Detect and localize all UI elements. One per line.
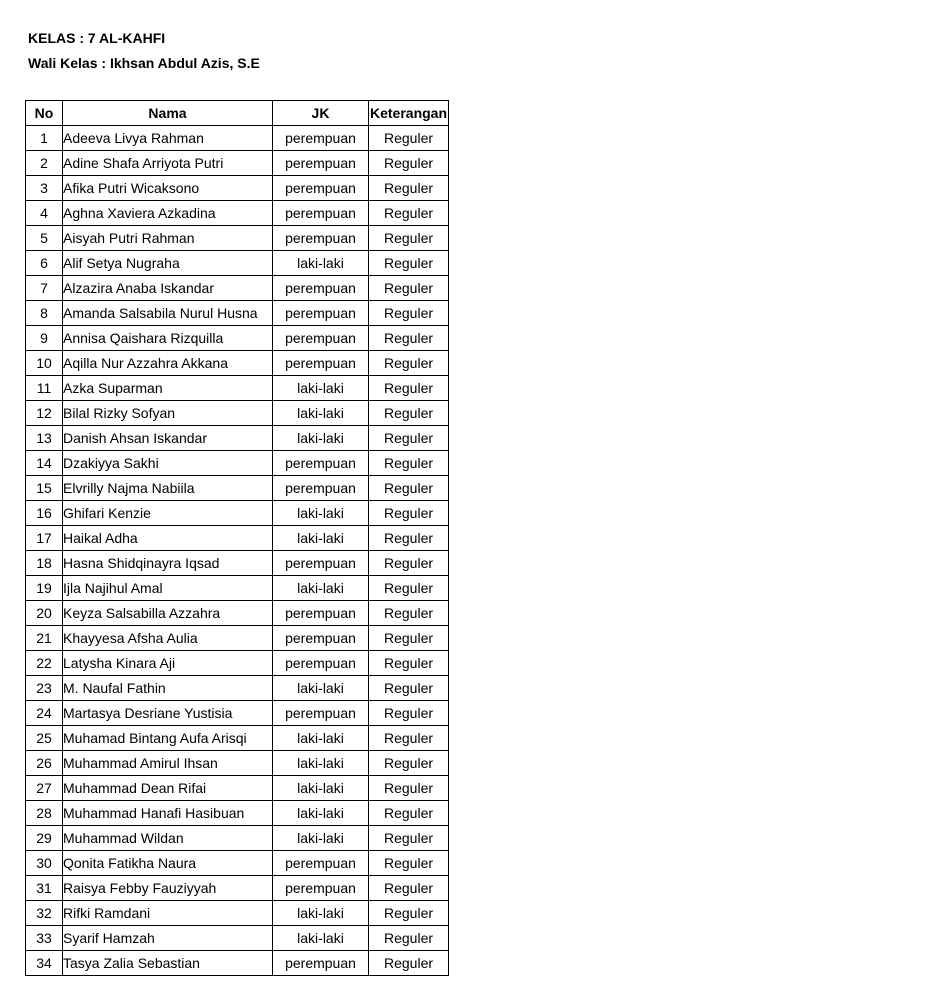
row-number: 15 bbox=[26, 476, 63, 501]
row-number: 3 bbox=[26, 176, 63, 201]
student-name: Rifki Ramdani bbox=[63, 901, 273, 926]
row-number: 9 bbox=[26, 326, 63, 351]
student-status: Reguler bbox=[369, 926, 449, 951]
student-name: M. Naufal Fathin bbox=[63, 676, 273, 701]
student-name: Alzazira Anaba Iskandar bbox=[63, 276, 273, 301]
table-row bbox=[26, 251, 449, 276]
student-name: Bilal Rizky Sofyan bbox=[63, 401, 273, 426]
table-row bbox=[26, 576, 449, 601]
student-name: Haikal Adha bbox=[63, 526, 273, 551]
student-name: Afika Putri Wicaksono bbox=[63, 176, 273, 201]
table-row bbox=[26, 876, 449, 901]
student-name: Adine Shafa Arriyota Putri bbox=[63, 151, 273, 176]
student-name: Amanda Salsabila Nurul Husna bbox=[63, 301, 273, 326]
student-gender: perempuan bbox=[273, 476, 369, 501]
table-body bbox=[26, 126, 449, 976]
student-name: Ijla Najihul Amal bbox=[63, 576, 273, 601]
student-status: Reguler bbox=[369, 876, 449, 901]
row-number: 32 bbox=[26, 901, 63, 926]
student-status: Reguler bbox=[369, 776, 449, 801]
row-number: 33 bbox=[26, 926, 63, 951]
row-number: 22 bbox=[26, 651, 63, 676]
table-row bbox=[26, 626, 449, 651]
student-gender: laki-laki bbox=[273, 376, 369, 401]
student-gender: laki-laki bbox=[273, 801, 369, 826]
table-row bbox=[26, 301, 449, 326]
row-number: 31 bbox=[26, 876, 63, 901]
student-name: Muhammad Dean Rifai bbox=[63, 776, 273, 801]
student-name: Danish Ahsan Iskandar bbox=[63, 426, 273, 451]
student-status: Reguler bbox=[369, 426, 449, 451]
student-name: Latysha Kinara Aji bbox=[63, 651, 273, 676]
row-number: 29 bbox=[26, 826, 63, 851]
student-name: Elvrilly Najma Nabiila bbox=[63, 476, 273, 501]
student-status: Reguler bbox=[369, 676, 449, 701]
student-status: Reguler bbox=[369, 726, 449, 751]
student-status: Reguler bbox=[369, 476, 449, 501]
student-status: Reguler bbox=[369, 826, 449, 851]
row-number: 6 bbox=[26, 251, 63, 276]
student-gender: perempuan bbox=[273, 226, 369, 251]
table-row bbox=[26, 751, 449, 776]
row-number: 30 bbox=[26, 851, 63, 876]
student-name: Dzakiyya Sakhi bbox=[63, 451, 273, 476]
class-title: KELAS : 7 AL-KAHFI bbox=[28, 30, 166, 46]
student-gender: perempuan bbox=[273, 876, 369, 901]
student-status: Reguler bbox=[369, 276, 449, 301]
row-number: 12 bbox=[26, 401, 63, 426]
table-row bbox=[26, 401, 449, 426]
row-number: 4 bbox=[26, 201, 63, 226]
row-number: 13 bbox=[26, 426, 63, 451]
student-gender: perempuan bbox=[273, 151, 369, 176]
student-gender: perempuan bbox=[273, 601, 369, 626]
table-row bbox=[26, 426, 449, 451]
student-status: Reguler bbox=[369, 351, 449, 376]
table-row bbox=[26, 851, 449, 876]
student-gender: perempuan bbox=[273, 626, 369, 651]
row-number: 28 bbox=[26, 801, 63, 826]
student-status: Reguler bbox=[369, 376, 449, 401]
row-number: 34 bbox=[26, 951, 63, 976]
student-status: Reguler bbox=[369, 626, 449, 651]
student-name: Khayyesa Afsha Aulia bbox=[63, 626, 273, 651]
table-row bbox=[26, 351, 449, 376]
table-row bbox=[26, 701, 449, 726]
table-row bbox=[26, 326, 449, 351]
student-status: Reguler bbox=[369, 176, 449, 201]
student-name: Aghna Xaviera Azkadina bbox=[63, 201, 273, 226]
table-row bbox=[26, 276, 449, 301]
column-header-nama: Nama bbox=[63, 101, 273, 126]
student-status: Reguler bbox=[369, 701, 449, 726]
table-row bbox=[26, 951, 449, 976]
student-name: Azka Suparman bbox=[63, 376, 273, 401]
student-gender: laki-laki bbox=[273, 426, 369, 451]
student-status: Reguler bbox=[369, 851, 449, 876]
table-row bbox=[26, 801, 449, 826]
student-gender: laki-laki bbox=[273, 726, 369, 751]
student-gender: laki-laki bbox=[273, 676, 369, 701]
table-row bbox=[26, 201, 449, 226]
student-name: Keyza Salsabilla Azzahra bbox=[63, 601, 273, 626]
row-number: 18 bbox=[26, 551, 63, 576]
row-number: 27 bbox=[26, 776, 63, 801]
student-roster-table bbox=[25, 100, 449, 976]
student-status: Reguler bbox=[369, 201, 449, 226]
student-status: Reguler bbox=[369, 801, 449, 826]
student-status: Reguler bbox=[369, 151, 449, 176]
table-row bbox=[26, 826, 449, 851]
row-number: 11 bbox=[26, 376, 63, 401]
student-name: Hasna Shidqinayra Iqsad bbox=[63, 551, 273, 576]
table-row bbox=[26, 151, 449, 176]
student-status: Reguler bbox=[369, 451, 449, 476]
student-gender: perempuan bbox=[273, 126, 369, 151]
student-gender: laki-laki bbox=[273, 826, 369, 851]
student-gender: laki-laki bbox=[273, 526, 369, 551]
student-name: Muhammad Amirul Ihsan bbox=[63, 751, 273, 776]
row-number: 16 bbox=[26, 501, 63, 526]
student-status: Reguler bbox=[369, 751, 449, 776]
student-name: Muhammad Hanafi Hasibuan bbox=[63, 801, 273, 826]
student-gender: perempuan bbox=[273, 276, 369, 301]
table-row bbox=[26, 651, 449, 676]
student-status: Reguler bbox=[369, 576, 449, 601]
column-header-jk: JK bbox=[273, 101, 369, 126]
student-status: Reguler bbox=[369, 126, 449, 151]
student-gender: laki-laki bbox=[273, 901, 369, 926]
row-number: 26 bbox=[26, 751, 63, 776]
table-row bbox=[26, 501, 449, 526]
table-row bbox=[26, 551, 449, 576]
student-name: Ghifari Kenzie bbox=[63, 501, 273, 526]
student-status: Reguler bbox=[369, 601, 449, 626]
table-row bbox=[26, 126, 449, 151]
table-row bbox=[26, 451, 449, 476]
table-row bbox=[26, 776, 449, 801]
student-status: Reguler bbox=[369, 326, 449, 351]
table-row bbox=[26, 926, 449, 951]
student-gender: laki-laki bbox=[273, 776, 369, 801]
student-gender: perempuan bbox=[273, 201, 369, 226]
column-header-keterangan: Keterangan bbox=[369, 101, 449, 126]
row-number: 17 bbox=[26, 526, 63, 551]
student-status: Reguler bbox=[369, 501, 449, 526]
row-number: 7 bbox=[26, 276, 63, 301]
student-name: Adeeva Livya Rahman bbox=[63, 126, 273, 151]
table-row bbox=[26, 526, 449, 551]
table-row bbox=[26, 901, 449, 926]
student-gender: perempuan bbox=[273, 326, 369, 351]
student-name: Tasya Zalia Sebastian bbox=[63, 951, 273, 976]
student-gender: laki-laki bbox=[273, 251, 369, 276]
row-number: 5 bbox=[26, 226, 63, 251]
table-header-row bbox=[26, 101, 449, 126]
student-gender: laki-laki bbox=[273, 501, 369, 526]
row-number: 25 bbox=[26, 726, 63, 751]
student-name: Syarif Hamzah bbox=[63, 926, 273, 951]
student-name: Qonita Fatikha Naura bbox=[63, 851, 273, 876]
row-number: 2 bbox=[26, 151, 63, 176]
row-number: 24 bbox=[26, 701, 63, 726]
student-name: Aqilla Nur Azzahra Akkana bbox=[63, 351, 273, 376]
student-gender: perempuan bbox=[273, 951, 369, 976]
student-name: Raisya Febby Fauziyyah bbox=[63, 876, 273, 901]
student-name: Muhamad Bintang Aufa Arisqi bbox=[63, 726, 273, 751]
student-gender: perempuan bbox=[273, 551, 369, 576]
row-number: 20 bbox=[26, 601, 63, 626]
student-gender: perempuan bbox=[273, 851, 369, 876]
row-number: 23 bbox=[26, 676, 63, 701]
student-gender: perempuan bbox=[273, 176, 369, 201]
student-name: Annisa Qaishara Rizquilla bbox=[63, 326, 273, 351]
student-status: Reguler bbox=[369, 226, 449, 251]
student-gender: perempuan bbox=[273, 651, 369, 676]
row-number: 8 bbox=[26, 301, 63, 326]
row-number: 21 bbox=[26, 626, 63, 651]
student-name: Muhammad Wildan bbox=[63, 826, 273, 851]
student-status: Reguler bbox=[369, 951, 449, 976]
student-gender: perempuan bbox=[273, 451, 369, 476]
student-name: Alif Setya Nugraha bbox=[63, 251, 273, 276]
table-row bbox=[26, 601, 449, 626]
table-row bbox=[26, 726, 449, 751]
student-status: Reguler bbox=[369, 901, 449, 926]
student-status: Reguler bbox=[369, 551, 449, 576]
student-status: Reguler bbox=[369, 651, 449, 676]
table-row bbox=[26, 476, 449, 501]
student-status: Reguler bbox=[369, 301, 449, 326]
student-name: Martasya Desriane Yustisia bbox=[63, 701, 273, 726]
student-gender: laki-laki bbox=[273, 926, 369, 951]
homeroom-teacher-line: Wali Kelas : Ikhsan Abdul Azis, S.E bbox=[28, 55, 260, 71]
row-number: 14 bbox=[26, 451, 63, 476]
student-gender: laki-laki bbox=[273, 751, 369, 776]
row-number: 19 bbox=[26, 576, 63, 601]
table-row bbox=[26, 226, 449, 251]
student-gender: perempuan bbox=[273, 351, 369, 376]
student-gender: laki-laki bbox=[273, 401, 369, 426]
student-status: Reguler bbox=[369, 401, 449, 426]
student-name: Aisyah Putri Rahman bbox=[63, 226, 273, 251]
table-row bbox=[26, 376, 449, 401]
table-row bbox=[26, 176, 449, 201]
student-gender: perempuan bbox=[273, 701, 369, 726]
student-gender: laki-laki bbox=[273, 576, 369, 601]
row-number: 10 bbox=[26, 351, 63, 376]
table-row bbox=[26, 676, 449, 701]
student-gender: perempuan bbox=[273, 301, 369, 326]
row-number: 1 bbox=[26, 126, 63, 151]
student-status: Reguler bbox=[369, 251, 449, 276]
student-status: Reguler bbox=[369, 526, 449, 551]
column-header-no: No bbox=[26, 101, 63, 126]
